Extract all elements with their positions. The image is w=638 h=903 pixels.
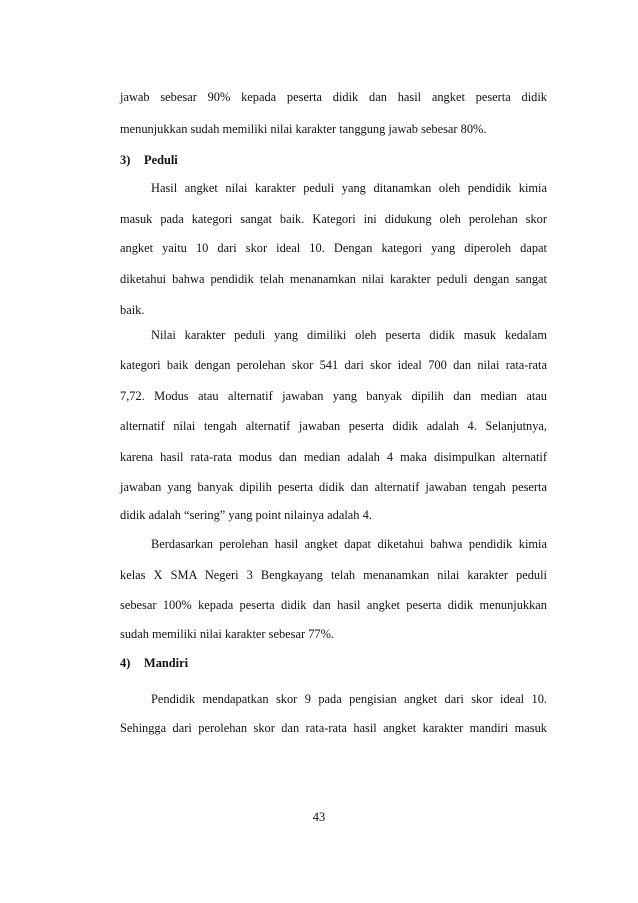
- text-line: Berdasarkan perolehan hasil angket dapat diketahui bahwa pendidik kimia: [151, 537, 547, 551]
- page-number: 43: [312, 810, 326, 824]
- section-heading-peduli: [120, 152, 178, 168]
- text-line: jawab sebesar 90% kepada peserta didik dan hasil angket peserta didik: [120, 90, 547, 104]
- text-line: diketahui bahwa pendidik telah menanamkan nilai karakter peduli dengan sangat: [120, 272, 547, 286]
- text-line: sebesar 100% kepada peserta didik dan hasil angket peserta didik menunjukkan: [120, 598, 547, 612]
- section-heading-mandiri: [120, 655, 188, 671]
- text-line: kelas X SMA Negeri 3 Bengkayang telah menanamkan nilai karakter peduli: [120, 568, 547, 582]
- text-line: karena hasil rata-rata modus dan median adalah 4 maka disimpulkan alternatif: [120, 450, 547, 464]
- text-line: kategori baik dengan perolehan skor 541 dari skor ideal 700 dan nilai rata-rata: [120, 358, 547, 372]
- text-line: alternatif nilai tengah alternatif jawaban peserta didik adalah 4. Selanjutnya,: [120, 419, 547, 433]
- text-line: Nilai karakter peduli yang dimiliki oleh peserta didik masuk kedalam: [151, 328, 547, 342]
- text-line: baik.: [120, 303, 145, 317]
- text-line: 7,72. Modus atau alternatif jawaban yang banyak dipilih dan median atau: [120, 389, 547, 403]
- text-line: masuk pada kategori sangat baik. Kategori ini didukung oleh perolehan skor: [120, 212, 547, 226]
- text-line: sudah memiliki nilai karakter sebesar 77%.: [120, 627, 335, 641]
- text-line: angket yaitu 10 dari skor ideal 10. Dengan kategori yang diperoleh dapat: [120, 241, 547, 255]
- section-title: Mandiri: [144, 656, 189, 670]
- text-line: didik adalah “sering” yang point nilainya adalah 4.: [120, 508, 372, 522]
- text-line: jawaban yang banyak dipilih peserta didik dan alternatif jawaban tengah peserta: [120, 480, 547, 494]
- section-number: 3): [120, 153, 131, 167]
- section-number: 4): [120, 656, 131, 670]
- text-line: menunjukkan sudah memiliki nilai karakter tanggung jawab sebesar 80%.: [120, 122, 487, 136]
- section-title: Peduli: [144, 153, 178, 167]
- text-line: Hasil angket nilai karakter peduli yang ditanamkan oleh pendidik kimia: [151, 181, 547, 195]
- text-line: Pendidik mendapatkan skor 9 pada pengisian angket dari skor ideal 10.: [151, 692, 547, 706]
- text-line: Sehingga dari perolehan skor dan rata-rata hasil angket karakter mandiri masuk: [120, 721, 547, 735]
